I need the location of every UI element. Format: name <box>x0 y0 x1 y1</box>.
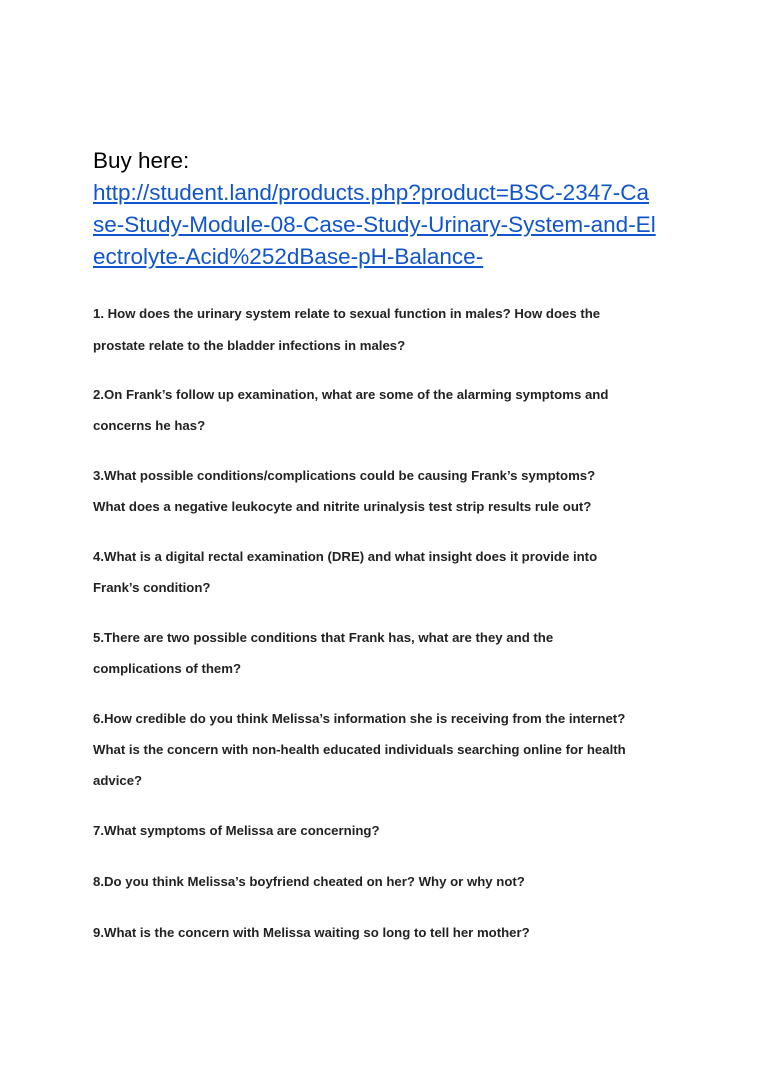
question-5-line-2: complications of them? <box>93 661 242 676</box>
question-6-line-1: 6.How credible do you think Melissa’s information she is receiving from the internet? <box>93 711 626 726</box>
question-7-line-1: 7.What symptoms of Melissa are concerning? <box>93 823 380 838</box>
question-3-line-1: 3.What possible conditions/complications could be causing Frank’s symptoms? <box>93 468 596 483</box>
product-link-line-1[interactable]: http://student.land/products.php?product=BSC-2347-Ca <box>93 180 649 205</box>
question-1-line-2: prostate relate to the bladder infections in males? <box>93 338 406 353</box>
product-link-line-3[interactable]: ectrolyte-Acid%252dBase-pH-Balance- <box>93 244 484 269</box>
buy-here-label: Buy here: <box>93 148 190 173</box>
question-4-line-2: Frank’s condition? <box>93 580 211 595</box>
question-9-line-1: 9.What is the concern with Melissa waiting so long to tell her mother? <box>93 925 530 940</box>
question-2-line-2: concerns he has? <box>93 418 206 433</box>
question-6-line-3: advice? <box>93 773 143 788</box>
question-3-line-2: What does a negative leukocyte and nitrite urinalysis test strip results rule out? <box>93 499 592 514</box>
question-5-line-1: 5.There are two possible conditions that Frank has, what are they and the <box>93 630 554 645</box>
question-1-line-1: 1. How does the urinary system relate to sexual function in males? How does the <box>93 306 601 321</box>
product-link-line-2[interactable]: se-Study-Module-08-Case-Study-Urinary-System-and-El <box>93 212 656 237</box>
question-4-line-1: 4.What is a digital rectal examination (DRE) and what insight does it provide into <box>93 549 598 564</box>
question-8-line-1: 8.Do you think Melissa’s boyfriend cheated on her? Why or why not? <box>93 874 525 889</box>
question-6-line-2: What is the concern with non-health educated individuals searching online for health <box>93 742 626 757</box>
question-2-line-1: 2.On Frank’s follow up examination, what are some of the alarming symptoms and <box>93 387 609 402</box>
